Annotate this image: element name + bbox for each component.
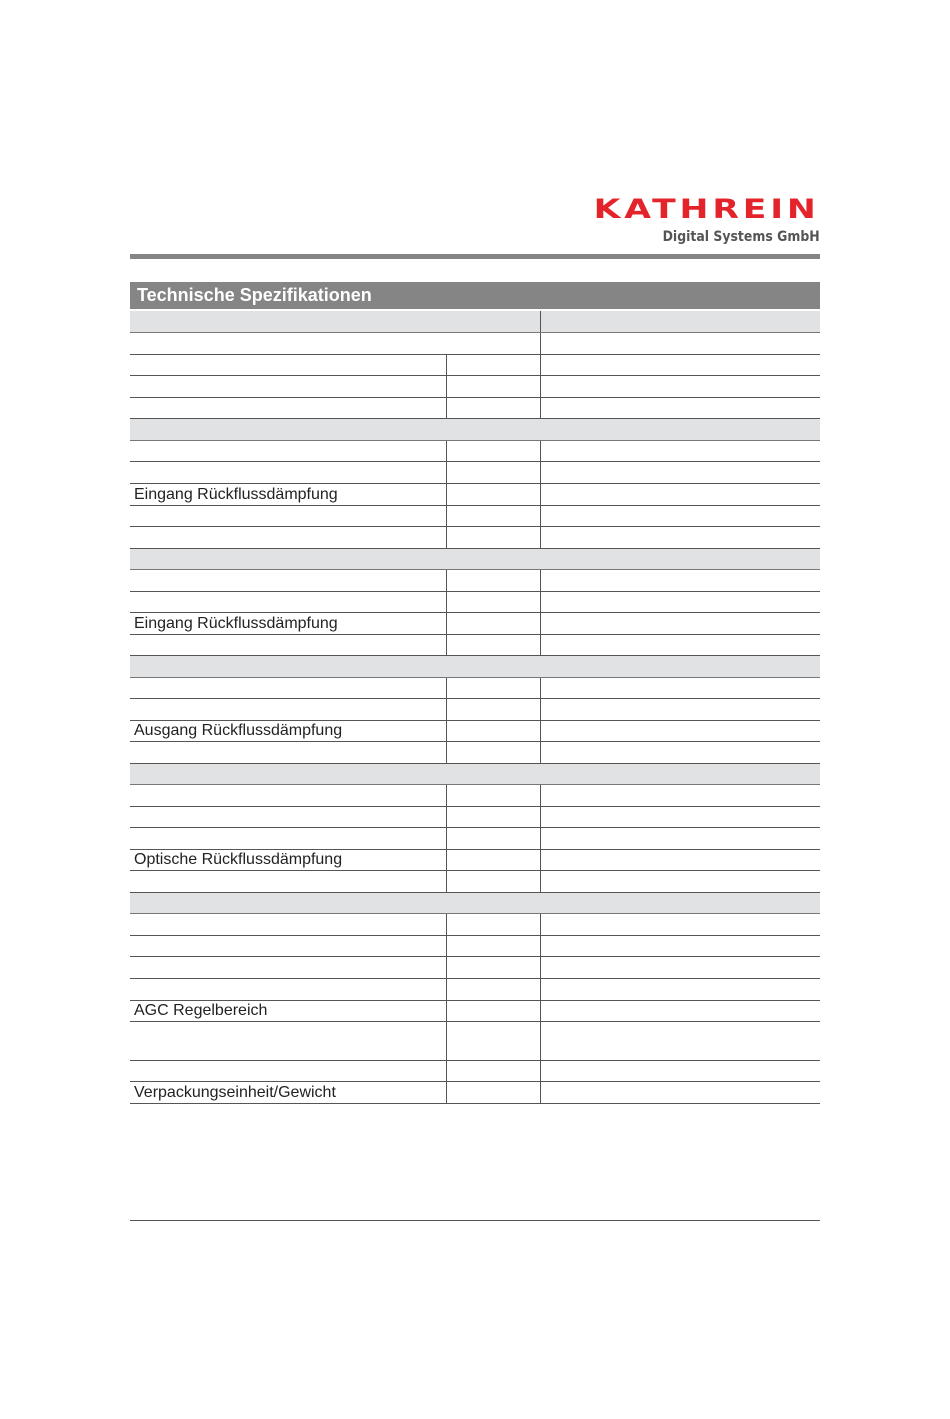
column-divider [446,936,447,956]
column-divider [446,613,447,634]
column-divider [540,957,541,978]
spec-label-cell [130,527,446,548]
table-row [130,699,820,721]
column-divider [446,506,447,526]
column-divider [540,871,541,892]
table-section-row [130,893,820,914]
table-row [130,441,820,462]
column-divider [446,484,447,505]
table-row [130,957,820,979]
spec-label-cell [130,398,446,418]
column-divider [446,871,447,892]
spec-label-cell [130,785,446,806]
table-row [130,355,820,376]
column-divider [446,527,447,548]
column-divider [540,311,541,332]
column-divider [446,570,447,591]
table-title: Technische Spezifikationen [130,282,820,309]
column-divider [446,678,447,698]
column-divider [446,462,447,483]
column-divider [540,398,541,418]
kathrein-logo [593,194,820,245]
spec-label-cell [130,484,446,505]
column-divider [540,742,541,763]
column-divider [446,1001,447,1021]
spec-label: Optische Rückflussdämpfung [134,851,343,868]
spec-label-cell [130,419,446,440]
spec-label-cell [130,721,446,741]
spec-label-cell [130,936,446,956]
table-row [130,333,820,355]
table-row [130,635,820,656]
spec-label-cell [130,592,446,612]
spec-label: AGC Regelbereich [134,1002,268,1019]
spec-label-cell [130,355,446,375]
spec-label-cell [130,635,446,655]
column-divider [446,1082,447,1103]
footer-rule [130,1220,820,1221]
spec-label-cell [130,850,446,870]
table-row [130,484,820,506]
column-divider [540,936,541,956]
column-divider [540,441,541,461]
column-divider [540,333,541,354]
column-divider [540,462,541,483]
spec-label-cell [130,570,446,591]
column-divider [540,570,541,591]
spec-label-cell [130,656,446,677]
column-divider [446,1022,447,1060]
spec-label-cell [130,979,446,1000]
column-divider [446,785,447,806]
table-row [130,592,820,613]
column-divider [540,807,541,827]
table-section-row [130,656,820,678]
spec-label-cell [130,678,446,698]
table-row [130,1001,820,1022]
column-divider [540,785,541,806]
column-divider [540,527,541,548]
table-row [130,721,820,742]
column-divider [540,914,541,935]
column-divider [446,398,447,418]
table-row [130,850,820,871]
column-divider [540,635,541,655]
column-divider [446,699,447,720]
column-divider [446,355,447,375]
table-row [130,1061,820,1082]
column-divider [446,914,447,935]
column-divider [446,441,447,461]
table-row [130,613,820,635]
table-section-row [130,549,820,570]
spec-label-cell [130,828,446,849]
table-row [130,807,820,828]
column-divider [540,1082,541,1103]
column-divider [446,592,447,612]
table-row [130,398,820,419]
table-row [130,1082,820,1104]
spec-label-cell [130,1022,446,1060]
column-divider [446,376,447,397]
table-row [130,376,820,398]
column-divider [540,850,541,870]
spec-label: Eingang Rückflussdämpfung [134,615,338,632]
table-row [130,936,820,957]
spec-label-cell [130,462,446,483]
spec-label-cell [130,441,446,461]
header-rule [130,254,820,259]
column-divider [540,979,541,1000]
spec-label-cell [130,742,446,763]
column-divider [446,807,447,827]
spec-label: Eingang Rückflussdämpfung [134,486,338,503]
spec-label-cell [130,871,446,892]
column-divider [540,721,541,741]
spec-label-cell [130,1082,446,1103]
table-section-row [130,764,820,785]
column-divider [540,678,541,698]
table-row [130,570,820,592]
spec-label: Ausgang Rückflussdämpfung [134,722,343,739]
column-divider [446,979,447,1000]
table-row [130,462,820,484]
spec-label-cell [130,613,446,634]
column-divider [540,376,541,397]
table-row [130,979,820,1001]
column-divider [540,1022,541,1060]
column-divider [540,484,541,505]
column-divider [540,506,541,526]
column-divider [446,957,447,978]
logo-wordmark: KATHREIN [593,194,820,225]
column-divider [446,742,447,763]
spec-label-cell [130,549,446,569]
spec-label-cell [130,333,446,354]
spec-label-cell [130,699,446,720]
table-row [130,914,820,936]
table-row [130,678,820,699]
table-row [130,742,820,764]
spec-label-cell [130,764,446,784]
spec-label-cell [130,1001,446,1021]
spec-label-cell [130,376,446,397]
column-divider [446,1061,447,1081]
table-section-row [130,419,820,441]
spec-label-cell [130,311,446,332]
column-divider [540,355,541,375]
column-divider [540,613,541,634]
column-divider [540,828,541,849]
spec-label-cell [130,893,446,913]
column-divider [446,828,447,849]
logo-subtitle: Digital Systems GmbH [662,229,820,245]
column-divider [540,699,541,720]
column-divider [446,850,447,870]
table-row [130,871,820,893]
spec-label-cell [130,506,446,526]
table-row [130,1022,820,1061]
table-row [130,506,820,527]
spec-label-cell [130,957,446,978]
column-divider [540,592,541,612]
table-row [130,527,820,549]
column-divider [446,635,447,655]
column-divider [540,1061,541,1081]
column-divider [540,1001,541,1021]
spec-label-cell [130,807,446,827]
table-row [130,828,820,850]
table-row [130,785,820,807]
table-section-row [130,311,820,333]
column-divider [446,721,447,741]
spec-label: Verpackungseinheit/Gewicht [134,1084,336,1101]
spec-label-cell [130,1061,446,1081]
spec-label-cell [130,914,446,935]
